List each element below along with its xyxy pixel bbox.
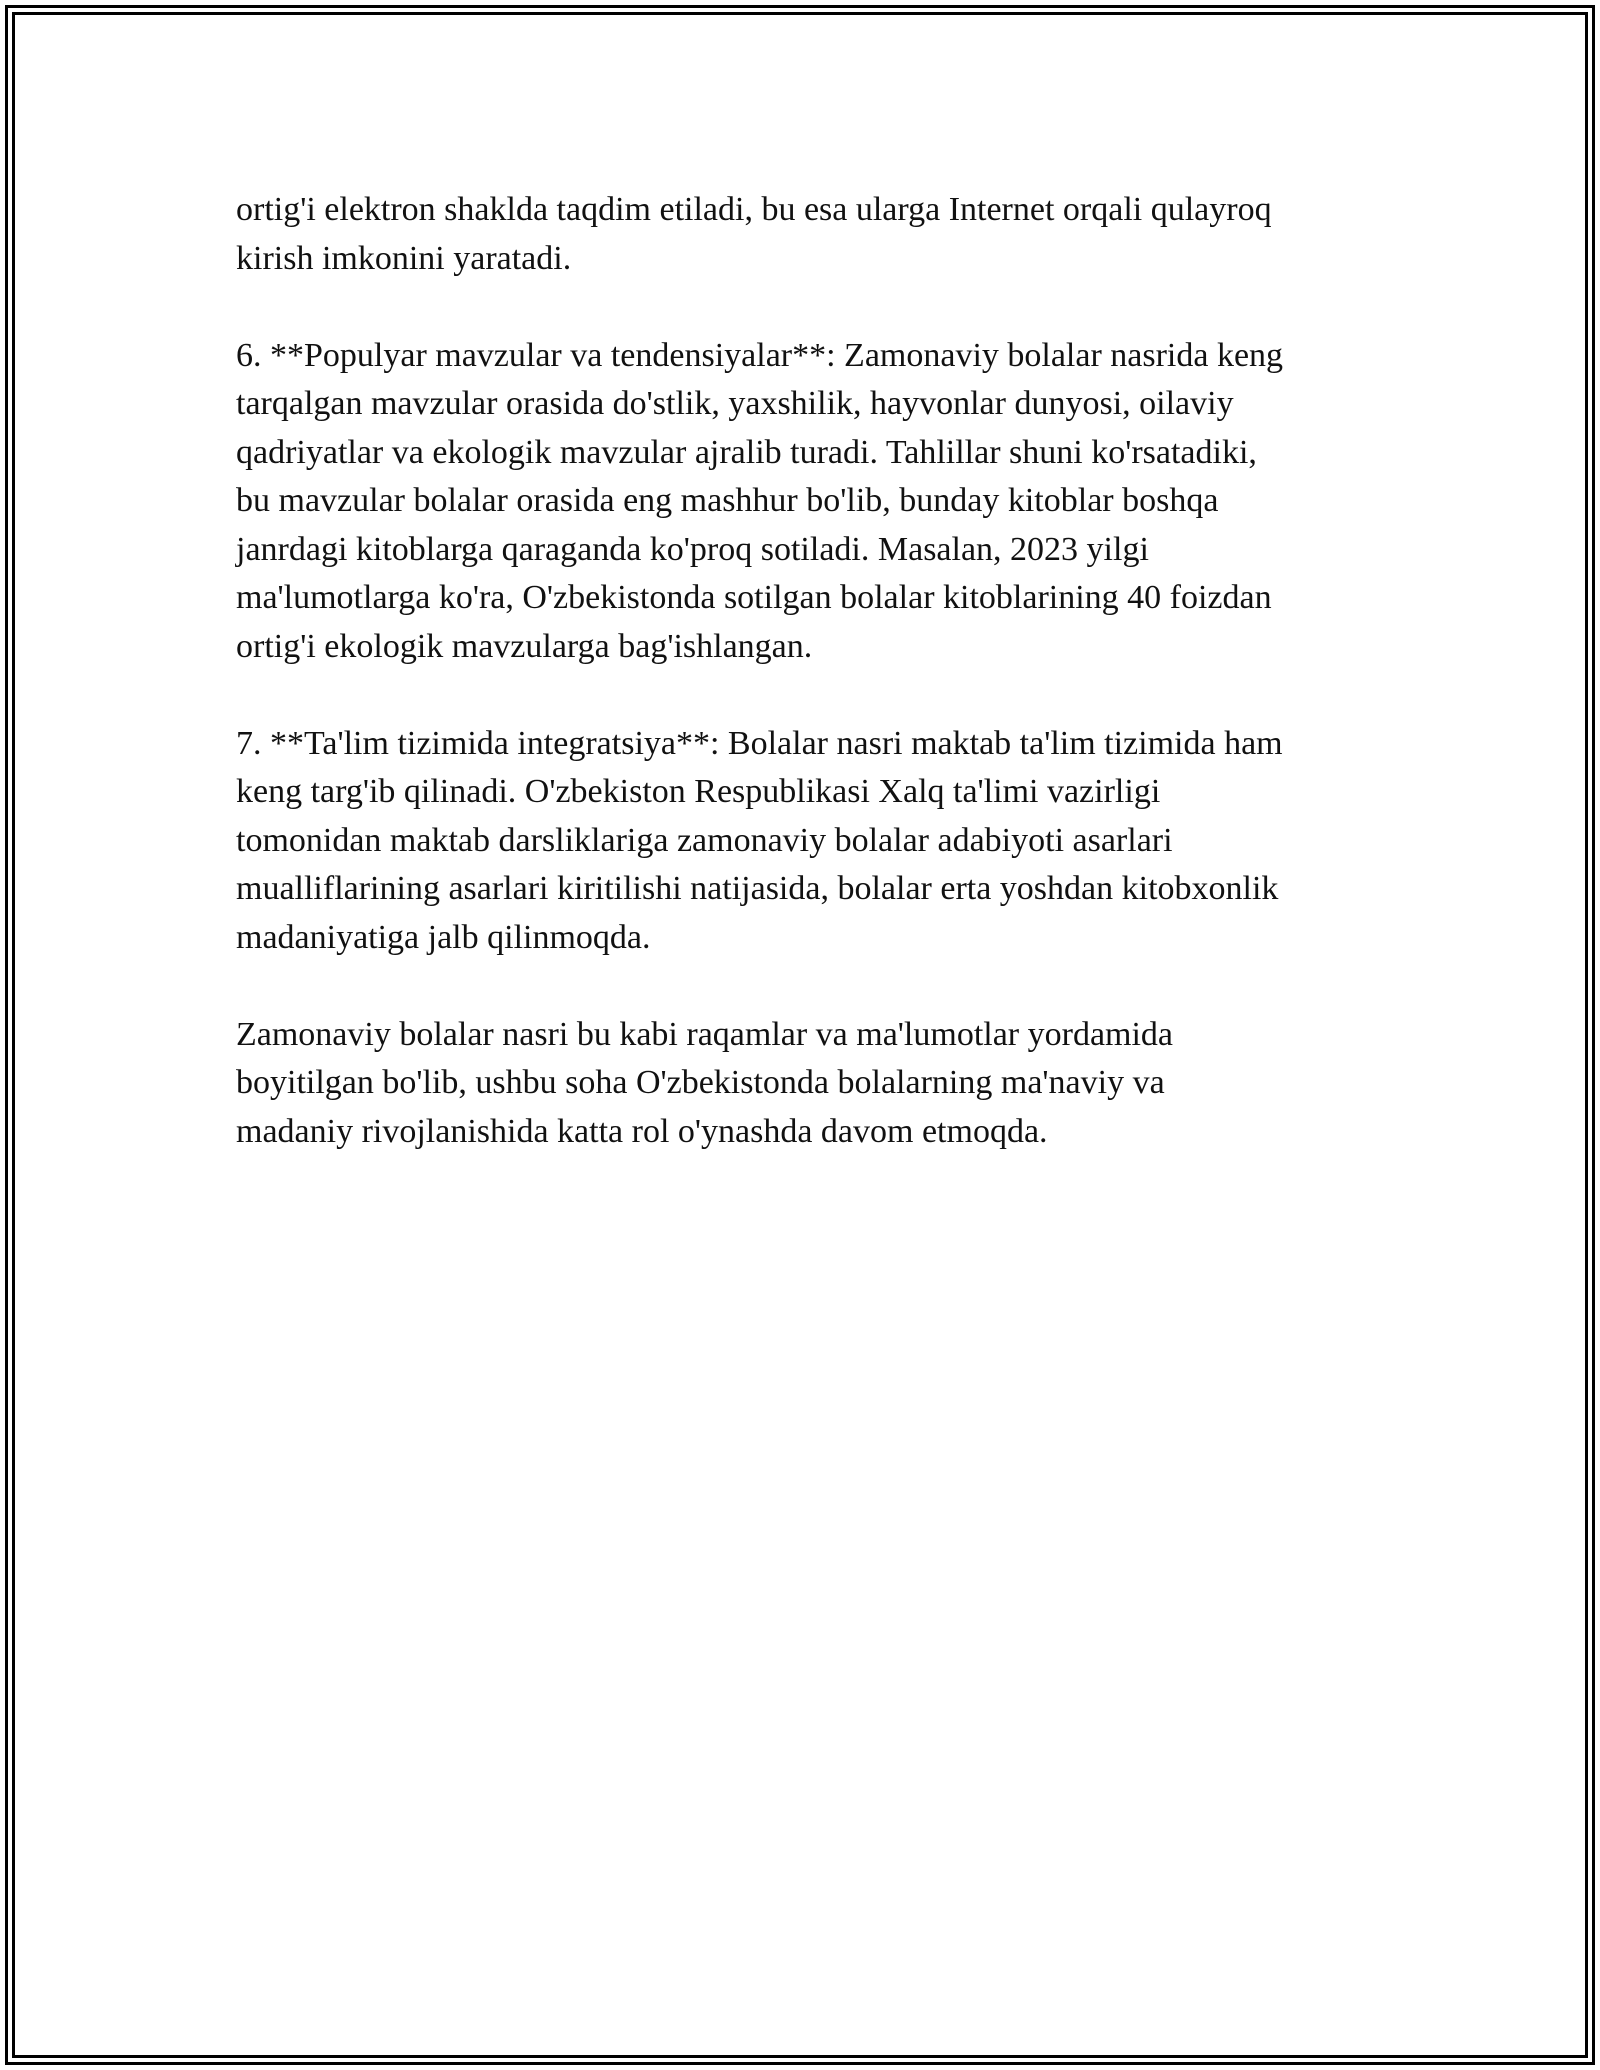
document-body xyxy=(236,186,1436,1156)
text-line: tarqalgan mavzular orasida do'stlik, yaxshilik, hayvonlar dunyosi, oilaviy xyxy=(236,385,1234,422)
paragraph-gap xyxy=(236,671,1436,720)
text-line: qadriyatlar va ekologik mavzular ajralib turadi. Tahlillar shuni ko'rsatadiki, xyxy=(236,433,1257,471)
paragraph-item-6 xyxy=(236,332,1436,672)
paragraph-continuation xyxy=(236,186,1436,283)
text-line: janrdagi kitoblarga qaraganda ko'proq sotiladi. Masalan, 2023 yilgi xyxy=(236,530,1149,568)
text-line: 7. **Ta'lim tizimida integratsiya**: Bolalar nasri maktab ta'lim tizimida ham xyxy=(236,724,1283,762)
paragraph-conclusion xyxy=(236,1011,1436,1157)
paragraph-gap xyxy=(236,283,1436,332)
text-line: ma'lumotlarga ko'ra, O'zbekistonda sotilgan bolalar kitoblarining 40 foizdan xyxy=(236,579,1272,616)
paragraph-gap xyxy=(236,962,1436,1011)
text-line: tomonidan maktab darsliklariga zamonaviy bolalar adabiyoti asarlari xyxy=(236,821,1173,859)
text-line: Zamonaviy bolalar nasri bu kabi raqamlar va ma'lumotlar yordamida xyxy=(236,1015,1174,1053)
text-line: ortig'i elektron shaklda taqdim etiladi, bu esa ularga Internet orqali qulayroq xyxy=(236,191,1272,228)
text-line: boyitilgan bo'lib, ushbu soha O'zbekistonda bolalarning ma'naviy va xyxy=(236,1064,1165,1101)
text-line: keng targ'ib qilinadi. O'zbekiston Respublikasi Xalq ta'limi vazirligi xyxy=(236,773,1161,810)
text-line: kirish imkonini yaratadi. xyxy=(236,239,572,277)
text-line: madaniy rivojlanishida katta rol o'ynashda davom etmoqda. xyxy=(236,1112,1048,1150)
text-line: 6. **Populyar mavzular va tendensiyalar**: Zamonaviy bolalar nasrida keng xyxy=(236,336,1284,374)
paragraph-item-7 xyxy=(236,720,1436,963)
text-line: bu mavzular bolalar orasida eng mashhur bo'lib, bunday kitoblar boshqa xyxy=(236,482,1219,519)
text-line: ortig'i ekologik mavzularga bag'ishlangan. xyxy=(236,627,813,665)
text-line: mualliflarining asarlari kiritilishi natijasida, bolalar erta yoshdan kitobxonlik xyxy=(236,870,1279,907)
text-line: madaniyatiga jalb qilinmoqda. xyxy=(236,918,651,956)
